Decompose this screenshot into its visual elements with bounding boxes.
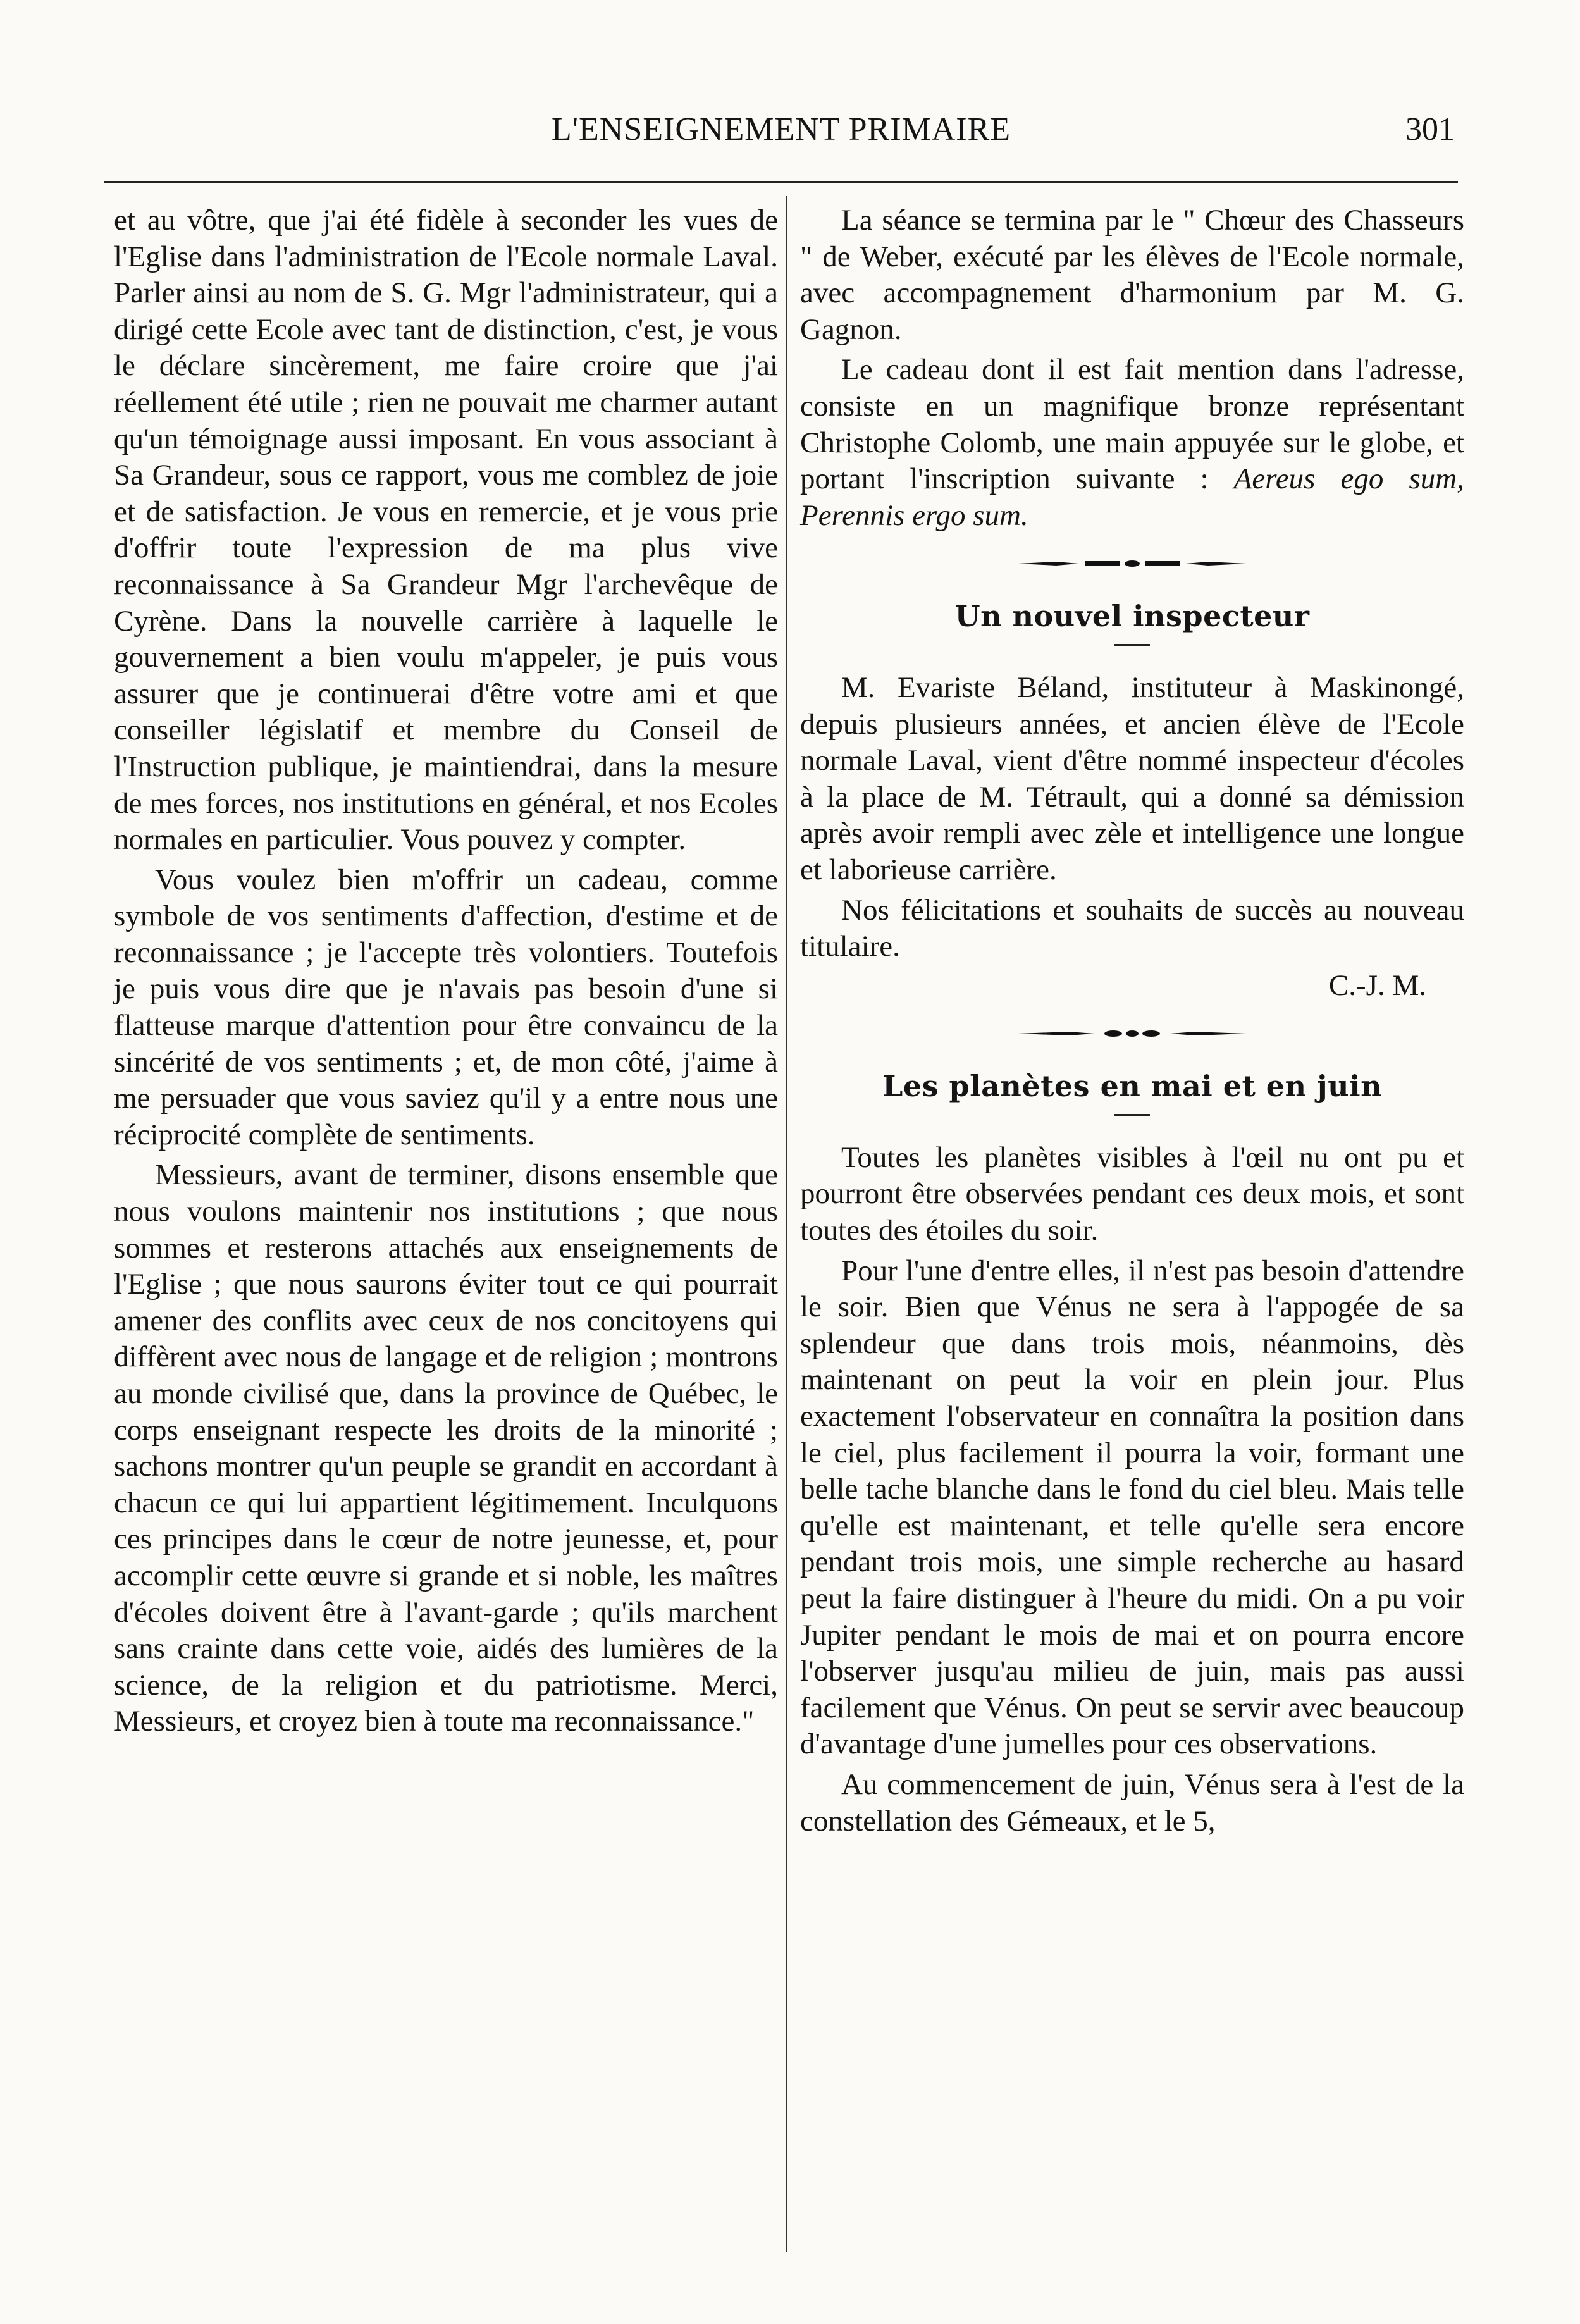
- paragraph: Pour l'une d'entre elles, il n'est pas besoin d'attendre le soir. Bien que Vénus ne sera à l'appogée de sa splendeur que dans trois mois, néanmoins, dès maintenant on peut la voir en plein jour. Plus exactement l'observateur en connaîtra la position dans le ciel, plus facilement il pourra la voir, formant une belle tache blanche dans le fond du ciel bleu. Mais telle qu'elle est maintenant, et telle qu'elle sera encore pendant trois mois, une simple recherche au hasard peut la faire distinguer à l'heure du midi. On a pu voir Jupiter pendant le mois de mai et on pourra encore l'observer jusqu'au milieu de juin, mais pas aussi facilement que Vénus. On peut se servir avec beaucoup d'avantage d'une jumelles pour ces observations.: [800, 1254, 1464, 1761]
- page-number: 301: [1405, 111, 1455, 147]
- paragraph: Nos félicitations et souhaits de succès au nouveau titulaire.: [800, 893, 1464, 963]
- paragraph-text: Le cadeau dont il est fait mention dans l'adresse, consiste en un magnifique bronze représentant Christophe Colomb, une main appuyée sur le globe, et portant l'inscription suivante :: [800, 353, 1464, 496]
- section-title: Un nouvel inspecteur: [954, 599, 1310, 634]
- signature: C.-J. M.: [1328, 968, 1426, 1002]
- title-dash: [1114, 1114, 1150, 1116]
- ornament-divider-icon: [1018, 559, 1246, 568]
- header-rule: [104, 181, 1458, 183]
- paragraph: et au vôtre, que j'ai été fidèle à seconder les vues de l'Eglise dans l'administration de l'Ecole normale Laval. Parler ainsi au nom de S. G. Mgr l'administrateur, qui a dirigé cette Ecole avec tant de distinction, c'est, je vous le déclare sincèrement, me faire croire que j'ai réellement été utile ; rien ne pouvait me charmer autant qu'un témoignage aussi imposant. En vous associant à Sa Grandeur, sous ce rapport, vous me comblez de joie et de satisfaction. Je vous en remercie, et je vous prie d'offrir toute l'expression de ma plus vive reconnaissance à Sa Grandeur Mgr l'archevêque de Cyrène. Dans la nouvelle carrière à laquelle le gouvernement a bien voulu m'appeler, je puis vous assurer que je continuerai d'être votre ami et que conseiller législatif et membre du Conseil de l'Instruction publique, je maintiendrai, dans la mesure de mes forces, nos institutions en général, et nos Ecoles normales en particulier. Vous pouvez y compter.: [114, 204, 778, 856]
- running-header: [108, 111, 1455, 168]
- left-column: [114, 202, 778, 1740]
- paragraph: Vous voulez bien m'offrir un cadeau, comme symbole de vos sentiments d'affection, d'estime et de reconnaissance ; je l'accepte très volontiers. Toutefois je puis vous dire que je n'avais pas besoin d'une si flatteuse marque d'attention pour être convaincu de la sincérité de vos sentiments ; et, de mon côté, j'aime à me persuader que vous saviez qu'il y a entre nous une réciprocité complète de sentiments.: [114, 863, 778, 1151]
- paragraph: Toutes les planètes visibles à l'œil nu ont pu et pourront être observées pendant ces deux mois, et sont toutes des étoiles du soir.: [800, 1140, 1464, 1247]
- latin-inscription: Aereus ego sum, Perennis ergo sum.: [800, 462, 1464, 532]
- ornament-divider-icon: [1018, 1029, 1246, 1038]
- paragraph: [800, 352, 1464, 534]
- paragraph: M. Evariste Béland, instituteur à Maskinongé, depuis plusieurs années, et ancien élève de l'Ecole normale Laval, vient d'être nommé inspecteur d'écoles à la place de M. Tétrault, qui a donné sa démission après avoir rempli avec zèle et intelligence une longue et laborieuse carrière.: [800, 671, 1464, 886]
- column-divider: [786, 196, 787, 2252]
- paragraph: La séance se termina par le " Chœur des Chasseurs " de Weber, exécuté par les élèves de l'Ecole normale, avec accompagnement d'harmonium par M. G. Gagnon.: [800, 204, 1464, 346]
- paragraph: Au commencement de juin, Vénus sera à l'est de la constellation des Gémeaux, et le 5,: [800, 1767, 1464, 1838]
- journal-title: L'ENSEIGNEMENT PRIMAIRE: [551, 111, 1011, 147]
- right-column: [800, 202, 1464, 1839]
- title-dash: [1114, 644, 1150, 646]
- section-title: Les planètes en mai et en juin: [882, 1069, 1383, 1104]
- paragraph: Messieurs, avant de terminer, disons ensemble que nous voulons maintenir nos institutions ; que nous sommes et resterons attachés aux enseignements de l'Eglise ; que nous saurons éviter tout ce qui pourrait amener des conflits avec ceux de nos concitoyens qui diffèrent avec nous de langage et de religion ; montrons au monde civilisé que, dans la province de Québec, le corps enseignant respecte les droits de la minorité ; sachons montrer qu'un peuple se grandit en accordant à chacun ce qui lui appartient légitimement. Inculquons ces principes dans le cœur de notre jeunesse, et, pour accomplir cette œuvre si grande et si noble, les maîtres d'écoles doivent être à l'avant-garde ; qu'ils marchent sans crainte dans cette voie, aidés des lumières de la science, de la religion et du patriotisme. Merci, Messieurs, et croyez bien à toute ma reconnaissance.": [114, 1158, 778, 1738]
